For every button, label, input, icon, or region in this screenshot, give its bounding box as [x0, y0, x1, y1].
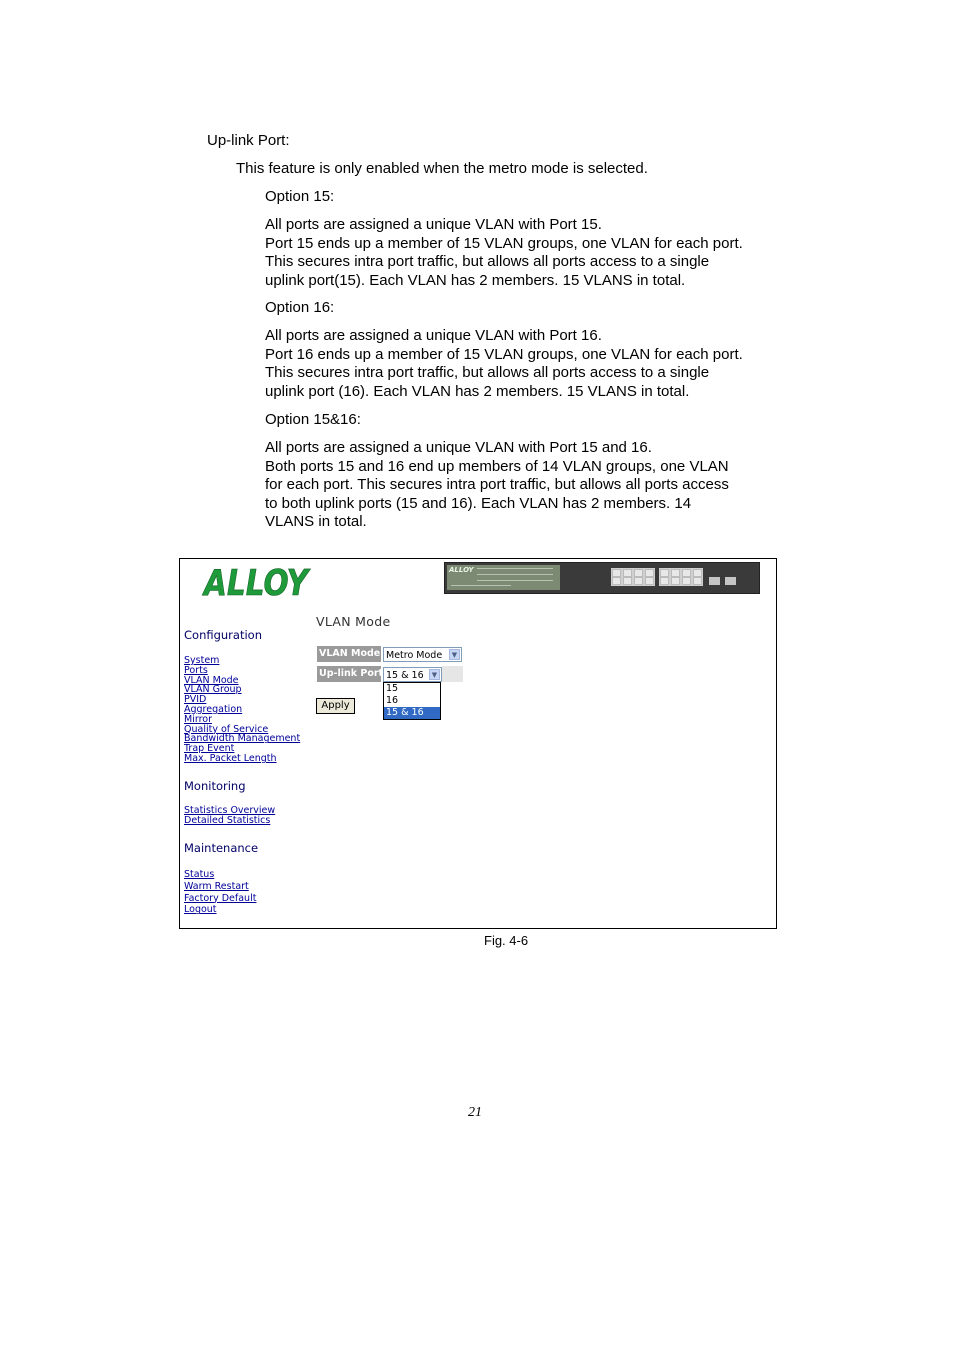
nav-heading-maintenance: Maintenance: [184, 841, 259, 855]
vlan-mode-select[interactable]: [383, 647, 462, 662]
option-15-16-line: for each port. This secures intra port traffic, but allows all ports access: [265, 476, 729, 493]
nav-link-statistics-overview[interactable]: Statistics Overview: [184, 805, 276, 816]
uplink-option-15-16[interactable]: 15 & 16: [384, 707, 440, 719]
nav-link-pvid[interactable]: PVID: [184, 694, 207, 706]
vlan-mode-label: VLAN Mode: [317, 646, 381, 662]
page-number: 21: [468, 1105, 482, 1120]
nav-maintenance-list: [184, 869, 256, 916]
port-block-right: [659, 568, 703, 586]
uplink-port-16: [725, 577, 736, 585]
nav-link-trap-event[interactable]: Trap Event: [184, 743, 235, 755]
option-15-16-line: All ports are assigned a unique VLAN with Port 15 and 16.: [265, 439, 652, 456]
nav-heading-monitoring: Monitoring: [184, 779, 246, 793]
nav-link-status[interactable]: Status: [184, 869, 215, 880]
nav-link-warm-restart[interactable]: Warm Restart: [184, 880, 249, 892]
figure-caption: Fig. 4-6: [484, 933, 529, 948]
chevron-down-icon[interactable]: ▼: [429, 669, 440, 680]
option-15-line: This secures intra port traffic, but allows all ports access to a single: [265, 253, 710, 270]
uplink-port-select[interactable]: [383, 667, 442, 682]
nav-link-factory-default[interactable]: Factory Default: [184, 892, 257, 904]
port-block-left: [611, 568, 655, 586]
nav-link-logout[interactable]: Logout: [184, 904, 217, 916]
option-16-heading: Option 16:: [265, 299, 335, 316]
uplink-option-15[interactable]: 15: [386, 683, 399, 694]
nav-link-vlan-group[interactable]: VLAN Group: [184, 684, 242, 696]
alloy-logo: [201, 559, 312, 604]
nav-link-vlan-mode[interactable]: VLAN Mode: [184, 674, 239, 686]
vlan-mode-value: Metro Mode: [386, 650, 443, 661]
nav-link-ports[interactable]: Ports: [184, 664, 208, 676]
option-16-line: This secures intra port traffic, but allows all ports access to a single: [265, 364, 710, 381]
switch-device-image: [444, 562, 760, 594]
option-15-body: [265, 216, 743, 290]
apply-button[interactable]: Apply: [316, 698, 355, 714]
uplink-port-15: [709, 577, 720, 585]
uplink-row-filler: [442, 666, 463, 682]
device-brand-label: ALLOY: [449, 566, 474, 574]
section-title: Up-link Port:: [207, 132, 290, 149]
option-15-line: uplink port(15). Each VLAN has 2 members. 15 VLANS in total.: [265, 271, 686, 289]
option-16-line: uplink port (16). Each VLAN has 2 members. 15 VLANS in total.: [265, 382, 690, 400]
option-16-line: All ports are assigned a unique VLAN with Port 16.: [265, 327, 602, 344]
option-15-16-line: Both ports 15 and 16 end up members of 14 VLAN groups, one VLAN: [265, 457, 729, 475]
nav-link-bandwidth-management[interactable]: Bandwidth Management: [184, 733, 301, 745]
uplink-option-16[interactable]: 16: [386, 695, 399, 706]
chevron-down-icon[interactable]: ▼: [449, 649, 460, 660]
option-15-16-heading: Option 15&16:: [265, 411, 361, 428]
nav-link-max-packet-length[interactable]: Max. Packet Length: [184, 752, 277, 764]
option-15-heading: Option 15:: [265, 188, 335, 205]
option-15-line: All ports are assigned a unique VLAN with Port 15.: [265, 216, 602, 233]
uplink-port-value: 15 & 16: [386, 670, 424, 681]
option-15-line: Port 15 ends up a member of 15 VLAN groups, one VLAN for each port.: [265, 234, 743, 252]
nav-link-aggregation[interactable]: Aggregation: [184, 703, 243, 715]
nav-link-detailed-statistics[interactable]: Detailed Statistics: [184, 814, 271, 826]
nav-heading-configuration: Configuration: [184, 628, 262, 642]
nav-configuration-list: [184, 656, 300, 764]
nav-link-mirror[interactable]: Mirror: [184, 713, 212, 725]
nav-link-quality-of-service[interactable]: Quality of Service: [184, 723, 269, 735]
option-16-line: Port 16 ends up a member of 15 VLAN groups, one VLAN for each port.: [265, 345, 743, 363]
option-15-16-line: VLANS in total.: [265, 513, 367, 530]
option-16-body: [265, 327, 743, 401]
svg-text:ALLOY: ALLOY: [201, 563, 312, 604]
nav-monitoring-list: [184, 806, 275, 826]
uplink-port-dropdown-list: [383, 682, 441, 720]
nav-link-system[interactable]: System: [184, 655, 220, 666]
option-15-16-body: [265, 439, 729, 532]
intro-text: This feature is only enabled when the metro mode is selected.: [236, 160, 648, 177]
option-15-16-line: to both uplink ports (15 and 16). Each VLAN has 2 members. 14: [265, 494, 692, 512]
page-title: VLAN Mode: [316, 614, 391, 629]
uplink-port-label: Up-link Port: [317, 666, 381, 682]
device-front-panel: [447, 565, 560, 590]
figure-screenshot: [179, 558, 777, 929]
